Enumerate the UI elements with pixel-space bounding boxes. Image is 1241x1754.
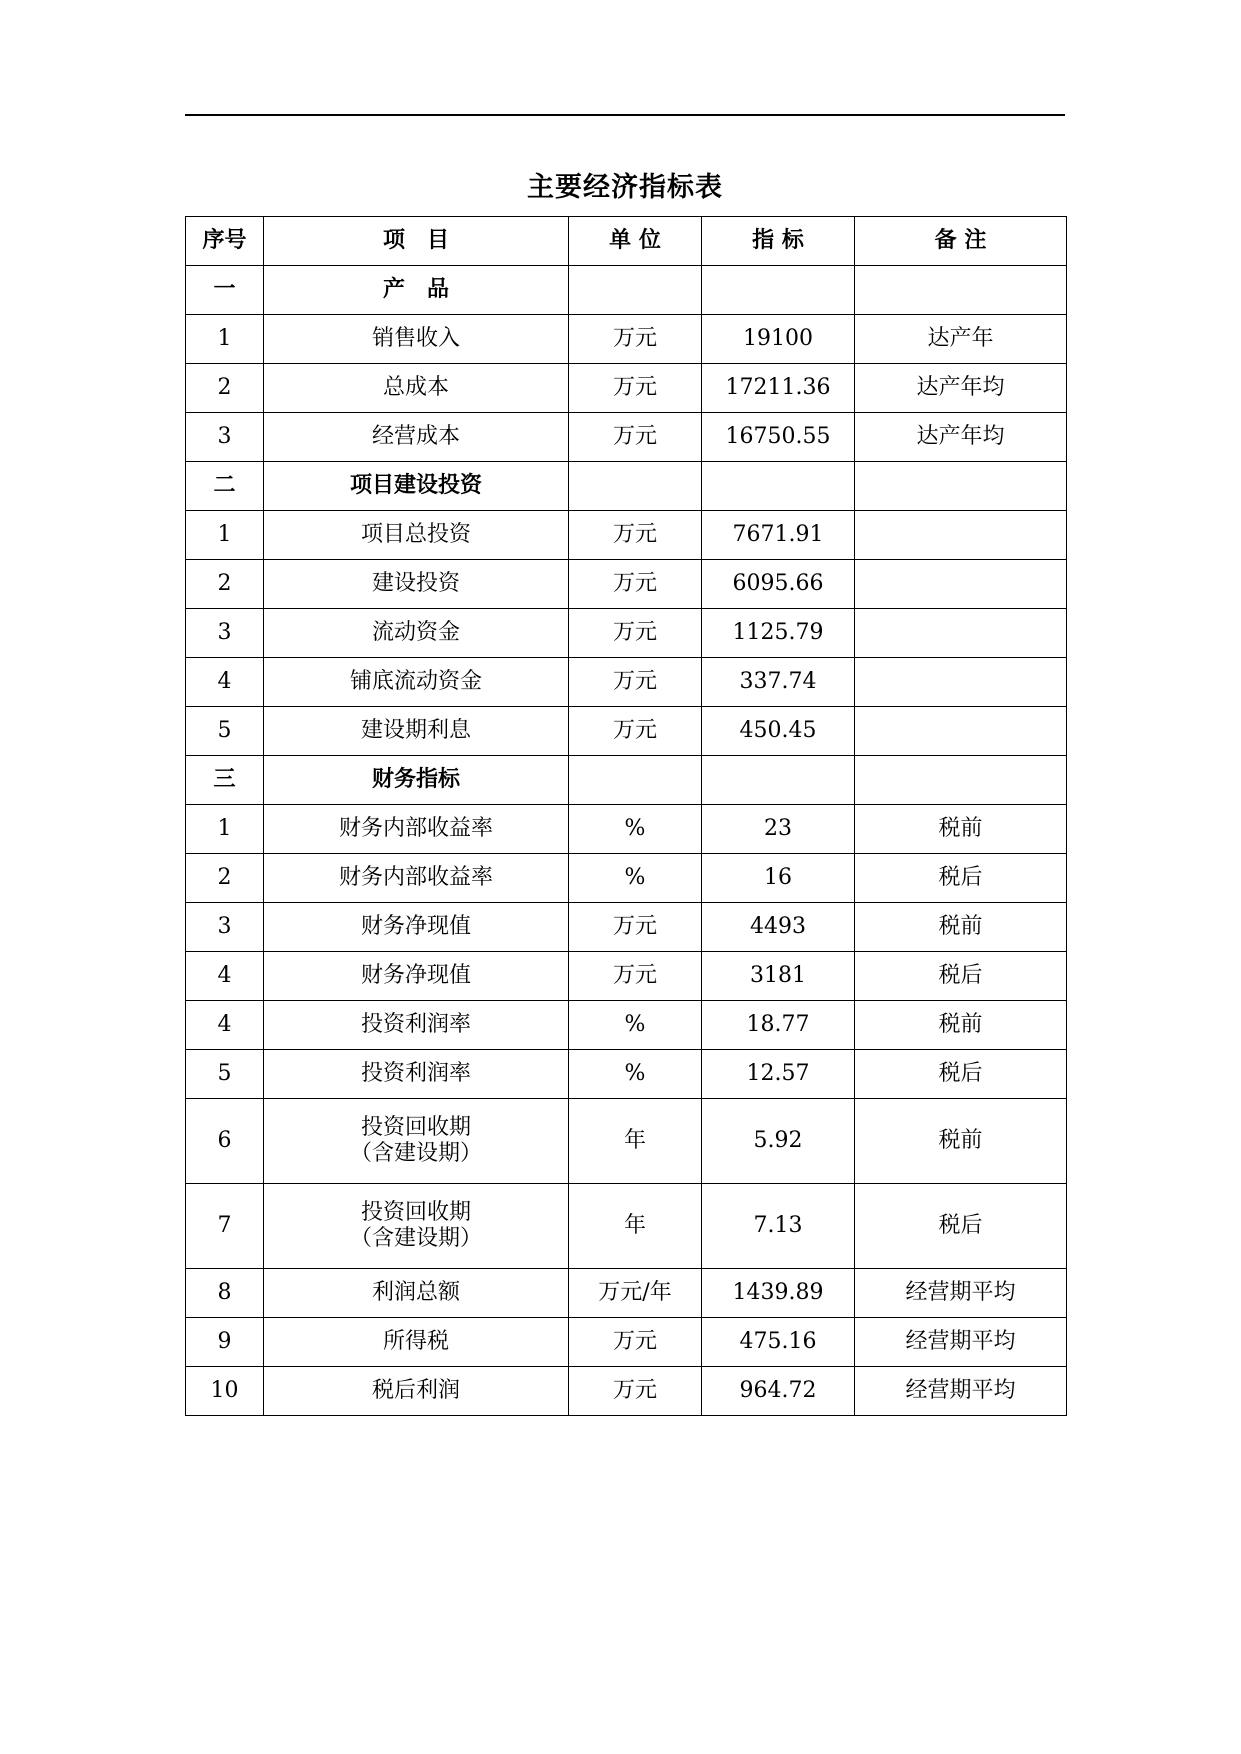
- cell-unit: %: [569, 1050, 702, 1099]
- cell-value: 19100: [702, 315, 855, 364]
- cell-value: 475.16: [702, 1318, 855, 1367]
- cell-seq: 三: [186, 756, 264, 805]
- cell-seq: 5: [186, 707, 264, 756]
- cell-seq: 9: [186, 1318, 264, 1367]
- table-row: [186, 609, 1067, 658]
- section-row: [186, 462, 1067, 511]
- cell-note: [855, 462, 1067, 511]
- cell-unit: 万元: [569, 364, 702, 413]
- cell-value: 3181: [702, 952, 855, 1001]
- cell-seq: 一: [186, 266, 264, 315]
- cell-seq: 7: [186, 1184, 264, 1269]
- cell-unit: 万元: [569, 315, 702, 364]
- cell-item: 销售收入: [264, 315, 569, 364]
- header-unit: 单 位: [569, 217, 702, 266]
- header-value: 指 标: [702, 217, 855, 266]
- cell-note: [855, 609, 1067, 658]
- cell-note: 达产年均: [855, 413, 1067, 462]
- table-row: [186, 805, 1067, 854]
- cell-item: 经营成本: [264, 413, 569, 462]
- cell-value: 7671.91: [702, 511, 855, 560]
- cell-value: 16: [702, 854, 855, 903]
- table-row: [186, 413, 1067, 462]
- cell-seq: 1: [186, 315, 264, 364]
- cell-item: 项目建设投资: [264, 462, 569, 511]
- cell-item: 财务净现值: [264, 952, 569, 1001]
- cell-item: 建设投资: [264, 560, 569, 609]
- table-row: [186, 1001, 1067, 1050]
- table-row: [186, 364, 1067, 413]
- cell-unit: 万元: [569, 413, 702, 462]
- cell-item: [264, 1099, 569, 1184]
- table-row: [186, 658, 1067, 707]
- cell-item: 产 品: [264, 266, 569, 315]
- cell-item: 铺底流动资金: [264, 658, 569, 707]
- cell-value: 12.57: [702, 1050, 855, 1099]
- cell-seq: 二: [186, 462, 264, 511]
- header-note: 备 注: [855, 217, 1067, 266]
- cell-note: 税前: [855, 1001, 1067, 1050]
- header-item: 项 目: [264, 217, 569, 266]
- table-title: 主要经济指标表: [527, 172, 723, 203]
- cell-item-line1: 投资回收期: [360, 1114, 471, 1140]
- cell-value: 337.74: [702, 658, 855, 707]
- cell-seq: 6: [186, 1099, 264, 1184]
- cell-unit: 年: [569, 1184, 702, 1269]
- cell-note: 税后: [855, 1184, 1067, 1269]
- cell-unit: 万元: [569, 511, 702, 560]
- cell-item-line1: 投资回收期: [360, 1199, 471, 1225]
- cell-seq: 5: [186, 1050, 264, 1099]
- cell-unit: 万元: [569, 1367, 702, 1416]
- cell-item: 财务净现值: [264, 903, 569, 952]
- cell-note: 税后: [855, 1050, 1067, 1099]
- cell-value: 450.45: [702, 707, 855, 756]
- cell-unit: 万元: [569, 707, 702, 756]
- cell-unit: [569, 266, 702, 315]
- cell-unit: 万元: [569, 1318, 702, 1367]
- cell-seq: 4: [186, 952, 264, 1001]
- cell-item: 投资利润率: [264, 1001, 569, 1050]
- cell-unit: 万元: [569, 903, 702, 952]
- cell-seq: 2: [186, 364, 264, 413]
- cell-note: [855, 560, 1067, 609]
- table-row: [186, 560, 1067, 609]
- cell-note: 税前: [855, 903, 1067, 952]
- cell-value: 1125.79: [702, 609, 855, 658]
- cell-unit: 万元: [569, 658, 702, 707]
- cell-unit: [569, 756, 702, 805]
- cell-note: [855, 511, 1067, 560]
- cell-seq: 2: [186, 560, 264, 609]
- cell-unit: %: [569, 805, 702, 854]
- table-row: [186, 707, 1067, 756]
- table-row: [186, 315, 1067, 364]
- table-row: [186, 1050, 1067, 1099]
- cell-note: 达产年: [855, 315, 1067, 364]
- table-row: [186, 1367, 1067, 1416]
- table-row: [186, 854, 1067, 903]
- cell-seq: 3: [186, 413, 264, 462]
- cell-unit: 万元: [569, 609, 702, 658]
- table-row: [186, 1184, 1067, 1269]
- cell-value: [702, 462, 855, 511]
- cell-value: 4493: [702, 903, 855, 952]
- cell-item: [264, 1184, 569, 1269]
- cell-item: 财务指标: [264, 756, 569, 805]
- cell-item: 总成本: [264, 364, 569, 413]
- cell-item: 利润总额: [264, 1269, 569, 1318]
- table-row: [186, 511, 1067, 560]
- cell-unit: %: [569, 854, 702, 903]
- cell-note: 达产年均: [855, 364, 1067, 413]
- cell-note: [855, 658, 1067, 707]
- cell-value: 16750.55: [702, 413, 855, 462]
- table-body: [186, 266, 1067, 1416]
- cell-seq: 4: [186, 1001, 264, 1050]
- cell-note: 经营期平均: [855, 1318, 1067, 1367]
- cell-value: 17211.36: [702, 364, 855, 413]
- cell-item: 税后利润: [264, 1367, 569, 1416]
- cell-item: 项目总投资: [264, 511, 569, 560]
- cell-item-line2: （含建设期）: [349, 1226, 482, 1251]
- cell-value: 7.13: [702, 1184, 855, 1269]
- cell-item-line2: （含建设期）: [349, 1141, 482, 1166]
- cell-item: 财务内部收益率: [264, 854, 569, 903]
- table-row: [186, 1099, 1067, 1184]
- section-row: [186, 266, 1067, 315]
- cell-note: [855, 756, 1067, 805]
- cell-value: [702, 266, 855, 315]
- cell-seq: 2: [186, 854, 264, 903]
- cell-note: 经营期平均: [855, 1269, 1067, 1318]
- table-row: [186, 1318, 1067, 1367]
- cell-item: 流动资金: [264, 609, 569, 658]
- cell-note: [855, 266, 1067, 315]
- cell-unit: 年: [569, 1099, 702, 1184]
- cell-note: 税前: [855, 805, 1067, 854]
- cell-note: 经营期平均: [855, 1367, 1067, 1416]
- section-row: [186, 756, 1067, 805]
- cell-seq: 1: [186, 805, 264, 854]
- table-row: [186, 952, 1067, 1001]
- cell-note: [855, 707, 1067, 756]
- cell-unit: 万元: [569, 560, 702, 609]
- cell-item: 建设期利息: [264, 707, 569, 756]
- cell-note: 税后: [855, 952, 1067, 1001]
- cell-unit: [569, 462, 702, 511]
- header-seq: 序号: [186, 217, 264, 266]
- cell-seq: 8: [186, 1269, 264, 1318]
- cell-value: [702, 756, 855, 805]
- economic-indicators-table: [185, 216, 1067, 1416]
- table-row: [186, 1269, 1067, 1318]
- cell-item: 投资利润率: [264, 1050, 569, 1099]
- table-row: [186, 903, 1067, 952]
- cell-note: 税前: [855, 1099, 1067, 1184]
- cell-value: 5.92: [702, 1099, 855, 1184]
- cell-seq: 4: [186, 658, 264, 707]
- cell-note: 税后: [855, 854, 1067, 903]
- cell-seq: 3: [186, 903, 264, 952]
- cell-item: 财务内部收益率: [264, 805, 569, 854]
- cell-value: 23: [702, 805, 855, 854]
- cell-value: 18.77: [702, 1001, 855, 1050]
- table-header-row: [186, 217, 1067, 266]
- cell-value: 1439.89: [702, 1269, 855, 1318]
- cell-item: 所得税: [264, 1318, 569, 1367]
- cell-unit: 万元/年: [569, 1269, 702, 1318]
- cell-unit: %: [569, 1001, 702, 1050]
- cell-value: 964.72: [702, 1367, 855, 1416]
- cell-unit: 万元: [569, 952, 702, 1001]
- cell-seq: 10: [186, 1367, 264, 1416]
- cell-seq: 1: [186, 511, 264, 560]
- header-rule: [185, 114, 1065, 116]
- cell-value: 6095.66: [702, 560, 855, 609]
- cell-seq: 3: [186, 609, 264, 658]
